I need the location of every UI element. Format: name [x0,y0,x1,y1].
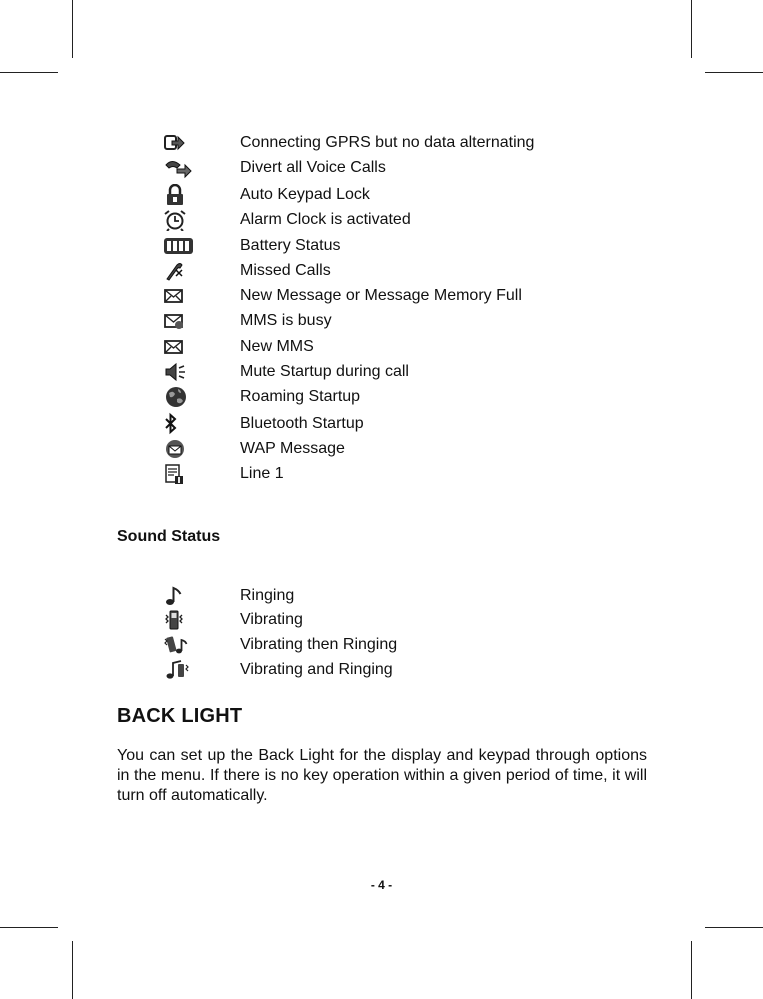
globe-roaming-icon [163,385,197,409]
mms-busy-icon [163,309,197,333]
section-heading: Sound Status [117,528,221,545]
envelope-icon [163,284,197,308]
crop-mark [0,72,58,73]
list-item-label: Alarm Clock is activated [240,211,411,228]
list-item-label: Roaming Startup [240,388,361,405]
new-mms-icon [163,335,197,359]
crop-mark [691,941,692,999]
line-1-icon [163,462,197,486]
divert-calls-icon [163,156,197,180]
alarm-clock-icon [163,208,197,232]
list-item-label: Auto Keypad Lock [240,186,370,203]
music-note-icon [163,584,197,608]
list-item-label: Ringing [240,587,295,604]
list-item-label: MMS is busy [240,312,332,329]
crop-mark [72,941,73,999]
crop-mark [691,0,692,58]
list-item-label: Line 1 [240,465,284,482]
vibrating-phone-icon [163,608,197,632]
list-item-label: Vibrating [240,611,303,628]
list-item-label: WAP Message [240,440,345,457]
list-item-label: Bluetooth Startup [240,415,364,432]
vibrate-then-ring-icon [163,633,197,657]
list-item-label: New Message or Message Memory Full [240,287,522,304]
back-light-paragraph: You can set up the Back Light for the display and keypad through options in the menu. If there is no key operation within a given period of time, it will turn off automatically. [117,747,647,804]
keypad-lock-icon [163,183,197,207]
list-item-label: Divert all Voice Calls [240,159,386,176]
back-light-heading: BACK LIGHT [117,705,243,727]
list-item-label: Connecting GPRS but no data alternating [240,134,535,151]
page-number: - 4 - [370,878,393,892]
list-item-label: Mute Startup during call [240,363,409,380]
bluetooth-icon [163,412,197,436]
list-item-label: Battery Status [240,237,341,254]
list-item-label: New MMS [240,338,314,355]
crop-mark [705,927,763,928]
missed-calls-icon [163,259,197,283]
list-item-label: Vibrating then Ringing [240,636,398,653]
list-item-label: Vibrating and Ringing [240,661,393,678]
gprs-connecting-icon [163,131,197,155]
battery-icon [163,234,197,258]
mute-speaker-icon [163,360,197,384]
crop-mark [0,927,58,928]
crop-mark [72,0,73,58]
vibrate-and-ring-icon [163,658,197,682]
wap-message-icon [163,437,197,461]
list-item-label: Missed Calls [240,262,331,279]
crop-mark [705,72,763,73]
